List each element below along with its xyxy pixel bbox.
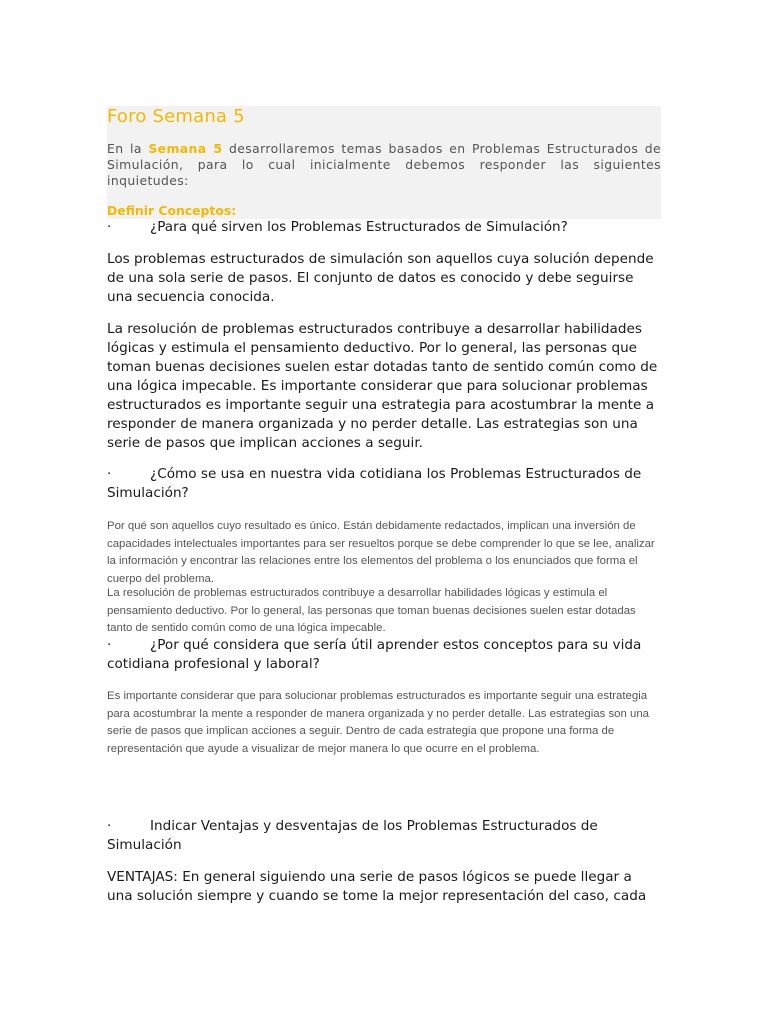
answer-2-paragraph-2: La resolución de problemas estructurados contribuye a desarrollar habilidades lógicas y estimula el pensamiento deductivo. Por lo general, las personas que toman buenas decisiones suelen estar dotadas tanto de sentido común como de una lógica impecable. [107, 587, 636, 634]
question-4-text: Indicar Ventajas y desventajas de los Problemas Estructurados de Simulación [107, 818, 598, 853]
answer-2-paragraph-1: Por qué son aquellos cuyo resultado es único. Están debidamente redactados, implican una inversión de capacidades intelectuales importantes para ser resueltos porque se debe comprender lo que se lee, analizar la información y encontrar las relaciones entre los elementos del problema o los enunciados que forma el cuerpo del problema. [107, 520, 655, 585]
bullet-marker: · [107, 818, 112, 834]
intro-highlight: Semana 5 [148, 141, 223, 156]
intro-suffix: desarrollaremos temas basados en Problemas Estructurados de Simulación, para lo cual inicialmente debemos responder las siguientes inquietudes: [107, 141, 662, 188]
answer-4-paragraph: VENTAJAS: En general siguiendo una serie de pasos lógicos se puede llegar a una solución siempre y cuando se tome la mejor representación del caso, cada [107, 869, 647, 904]
question-3 [107, 636, 661, 674]
question-2 [107, 465, 661, 503]
answer-3-paragraph: Es importante considerar que para solucionar problemas estructurados es importante seguir una estrategia para acostumbrar la mente a responder de manera organizada y no perder detalle. Las estrategias son una serie de pasos que implican acciones a seguir. Dentro de cada estrategia que propone una forma de representación que ayude a visualizar de mejor manera lo que ocurre en el problema. [107, 690, 650, 755]
intro-prefix: En la [107, 141, 149, 156]
intro-paragraph [107, 141, 661, 189]
forum-header-box [107, 106, 661, 219]
page-title: Foro Semana 5 [107, 106, 245, 127]
answer-1-paragraph-2: La resolución de problemas estructurados contribuye a desarrollar habilidades lógicas y estimula el pensamiento deductivo. Por lo general, las personas que toman buenas decisiones suelen estar dotadas tanto de sentido común como de una lógica impecable. Es importante considerar que para solucionar problemas estructurados es importante seguir una estrategia para acostumbrar la mente a responder de manera organizada y no perder detalle. Las estrategias son una serie de pasos que implican acciones a seguir. [107, 321, 658, 451]
question-1-text: ¿Para qué sirven los Problemas Estructurados de Simulación? [150, 219, 568, 235]
bullet-marker: · [107, 637, 112, 653]
bullet-marker: · [107, 466, 112, 482]
bullet-marker: · [107, 219, 112, 235]
question-3-text: ¿Por qué considera que sería útil aprender estos conceptos para su vida cotidiana profesional y laboral? [107, 637, 642, 672]
question-4 [107, 817, 661, 855]
document-page [107, 106, 662, 904]
question-1 [107, 218, 661, 237]
answer-1-paragraph-1: Los problemas estructurados de simulación son aquellos cuya solución depende de una sola serie de pasos. El conjunto de datos es conocido y debe seguirse una secuencia conocida. [107, 251, 654, 305]
question-2-text: ¿Cómo se usa en nuestra vida cotidiana los Problemas Estructurados de Simulación? [107, 466, 642, 501]
section-label: Definir Conceptos: [107, 203, 237, 218]
